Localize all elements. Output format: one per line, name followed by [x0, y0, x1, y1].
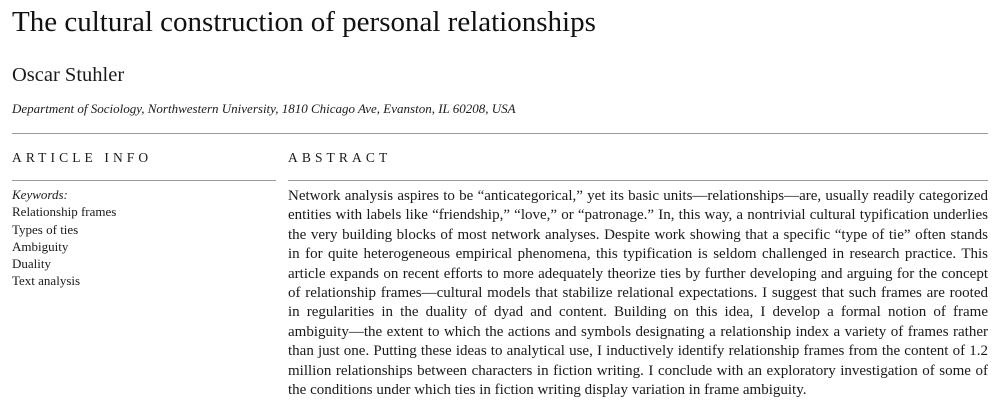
author-affiliation: Department of Sociology, Northwestern University, 1810 Chicago Ave, Evanston, IL 60208, USA [12, 101, 516, 116]
keyword-item: Ambiguity [12, 238, 69, 254]
keyword-item: Text analysis [12, 273, 81, 289]
header-divider [12, 133, 988, 134]
keyword-item: Relationship frames [12, 204, 117, 220]
article-info-heading: ARTICLE INFO [12, 150, 153, 165]
article-info-divider [12, 180, 276, 181]
abstract-heading: ABSTRACT [288, 150, 392, 165]
keyword-item: Duality [12, 256, 51, 272]
paper-title: The cultural construction of personal relationships [12, 6, 596, 38]
abstract-divider [288, 180, 988, 181]
keywords-label: Keywords: [12, 187, 68, 202]
keywords-list [12, 203, 272, 289]
abstract-text: Network analysis aspires to be “anticategorical,” yet its basic units—relationships—are, usually readily categorized entities with labels like “friendship,” “love,” or “patronage.” In, this way, a nontrivial cultural typification underlies the very building blocks of most network analyses. Despite work showing that a specific “type of tie” often stands in for quite heterogeneous empirical phenomena, this typification is seldom challenged in research practice. This article expands on recent efforts to more adequately theorize ties by further developing and arguing for the concept of relationship frames—cultural models that stabilize relational expectations. I suggest that such frames are rooted in regularities in the duality of dyad and content. Building on this idea, I develop a formal notion of frame ambiguity—the extent to which the actions and symbols designating a relationship index a variety of frames rather than just one. Putting these ideas to analytical use, I inductively identify relationship frames from the content of 1.2 million relationships between characters in fiction writing. I conclude with an exploratory investigation of some of the conditions under which ties in fiction writing display variation in frame ambiguity. [288, 188, 988, 399]
author-name: Oscar Stuhler [12, 64, 125, 86]
abstract-block [288, 187, 988, 400]
keywords-block [12, 186, 272, 290]
keyword-item: Types of ties [12, 221, 79, 237]
